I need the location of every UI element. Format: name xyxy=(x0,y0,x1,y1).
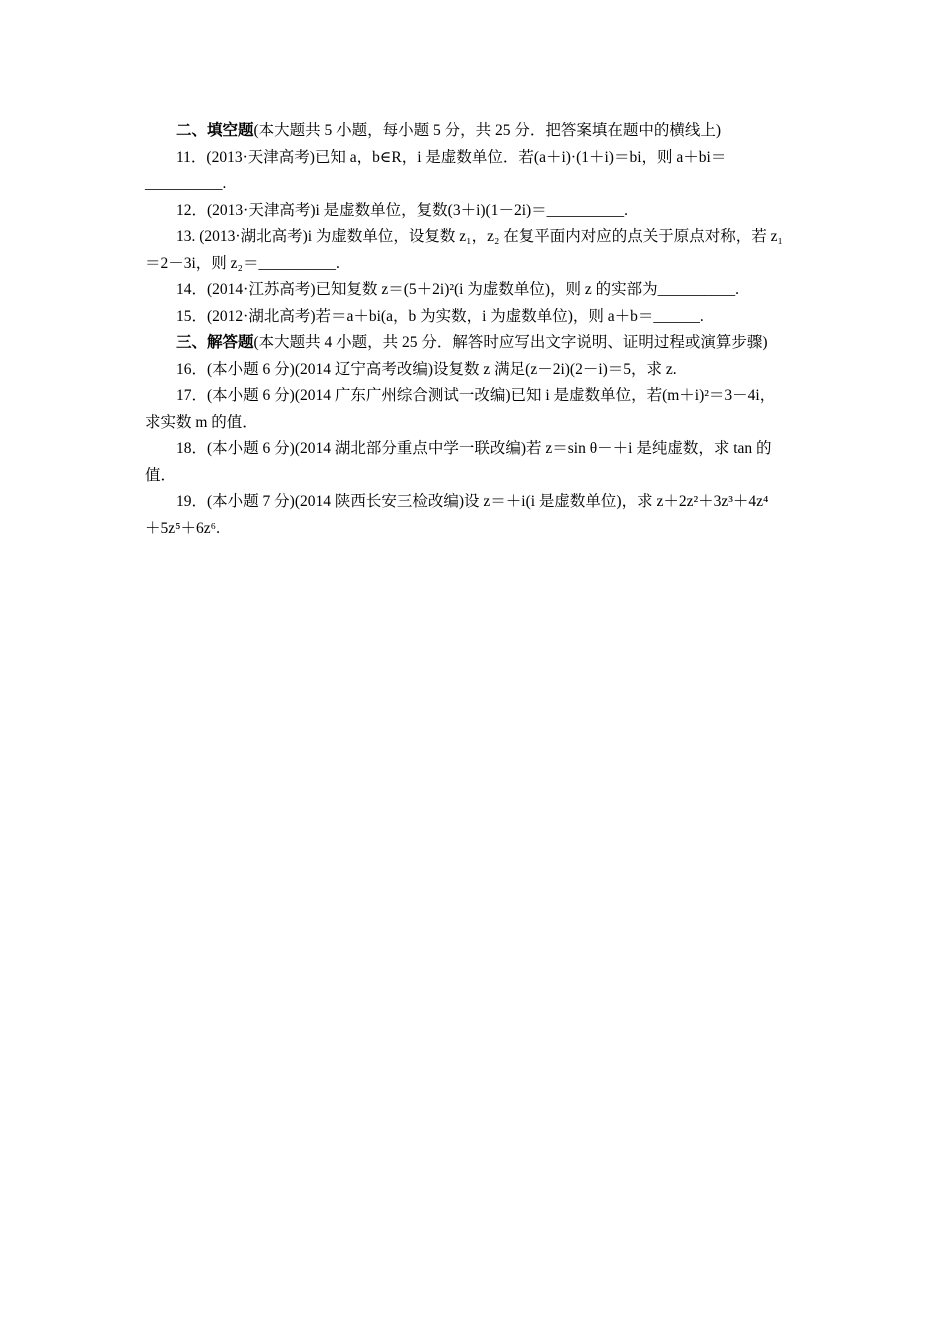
question-12-line-1: 12．(2013·天津高考)i 是虚数单位，复数(3＋i)(1－2i)＝__________. xyxy=(176,201,629,219)
question-13-line-2: ＝2－3i，则 z₂＝__________. xyxy=(145,254,340,272)
question-19-line-2: ＋5z⁵＋6z⁶. xyxy=(145,519,220,537)
question-17-line-2: 求实数 m 的值． xyxy=(145,413,258,431)
section-note: (本大题共 5 小题，每小题 5 分，共 25 分．把答案填在题中的横线上) xyxy=(253,122,722,139)
section-heading-solve xyxy=(145,330,809,357)
question-16-line-1: 16．(本小题 6 分)(2014 辽宁高考改编)设复数 z 满足(z－2i)(2－i)＝5，求 z. xyxy=(176,360,677,378)
document-page xyxy=(145,118,809,542)
section-label: 三、解答题 xyxy=(176,334,254,351)
question-18-line-2: 值． xyxy=(145,466,177,484)
question-11-line-2: __________. xyxy=(145,175,227,192)
question-17-line-1: 17．(本小题 6 分)(2014 广东广州综合测试一改编)已知 i 是虚数单位，若(m＋i)²＝3－4i， xyxy=(176,387,776,404)
section-label: 二、填空题 xyxy=(176,122,254,139)
section-note: (本大题共 4 小题，共 25 分．解答时应写出文字说明、证明过程或演算步骤) xyxy=(253,334,768,351)
section-heading-fill-in xyxy=(145,118,809,145)
question-13-line-1: 13. (2013·湖北高考)i 为虚数单位，设复数 z₁，z₂ 在复平面内对应的点关于原点对称，若 z₁ xyxy=(176,228,783,245)
question-11-line-1: 11．(2013·天津高考)已知 a，b∈R，i 是虚数单位．若(a＋i)·(1＋i)＝bi，则 a＋bi＝ xyxy=(176,148,727,166)
question-18-line-1: 18．(本小题 6 分)(2014 湖北部分重点中学一联改编)若 z＝sin θ－＋i 是纯虚数，求 tan 的 xyxy=(176,440,772,457)
question-15-line-1: 15．(2012·湖北高考)若＝a＋bi(a，b 为实数，i 为虚数单位)，则 a＋b＝______. xyxy=(176,307,704,325)
question-19-line-1: 19．(本小题 7 分)(2014 陕西长安三检改编)设 z＝＋i(i 是虚数单位)，求 z＋2z²＋3z³＋4z⁴ xyxy=(176,493,769,510)
question-14-line-1: 14．(2014·江苏高考)已知复数 z＝(5＋2i)²(i 为虚数单位)，则 z 的实部为__________. xyxy=(176,281,740,298)
